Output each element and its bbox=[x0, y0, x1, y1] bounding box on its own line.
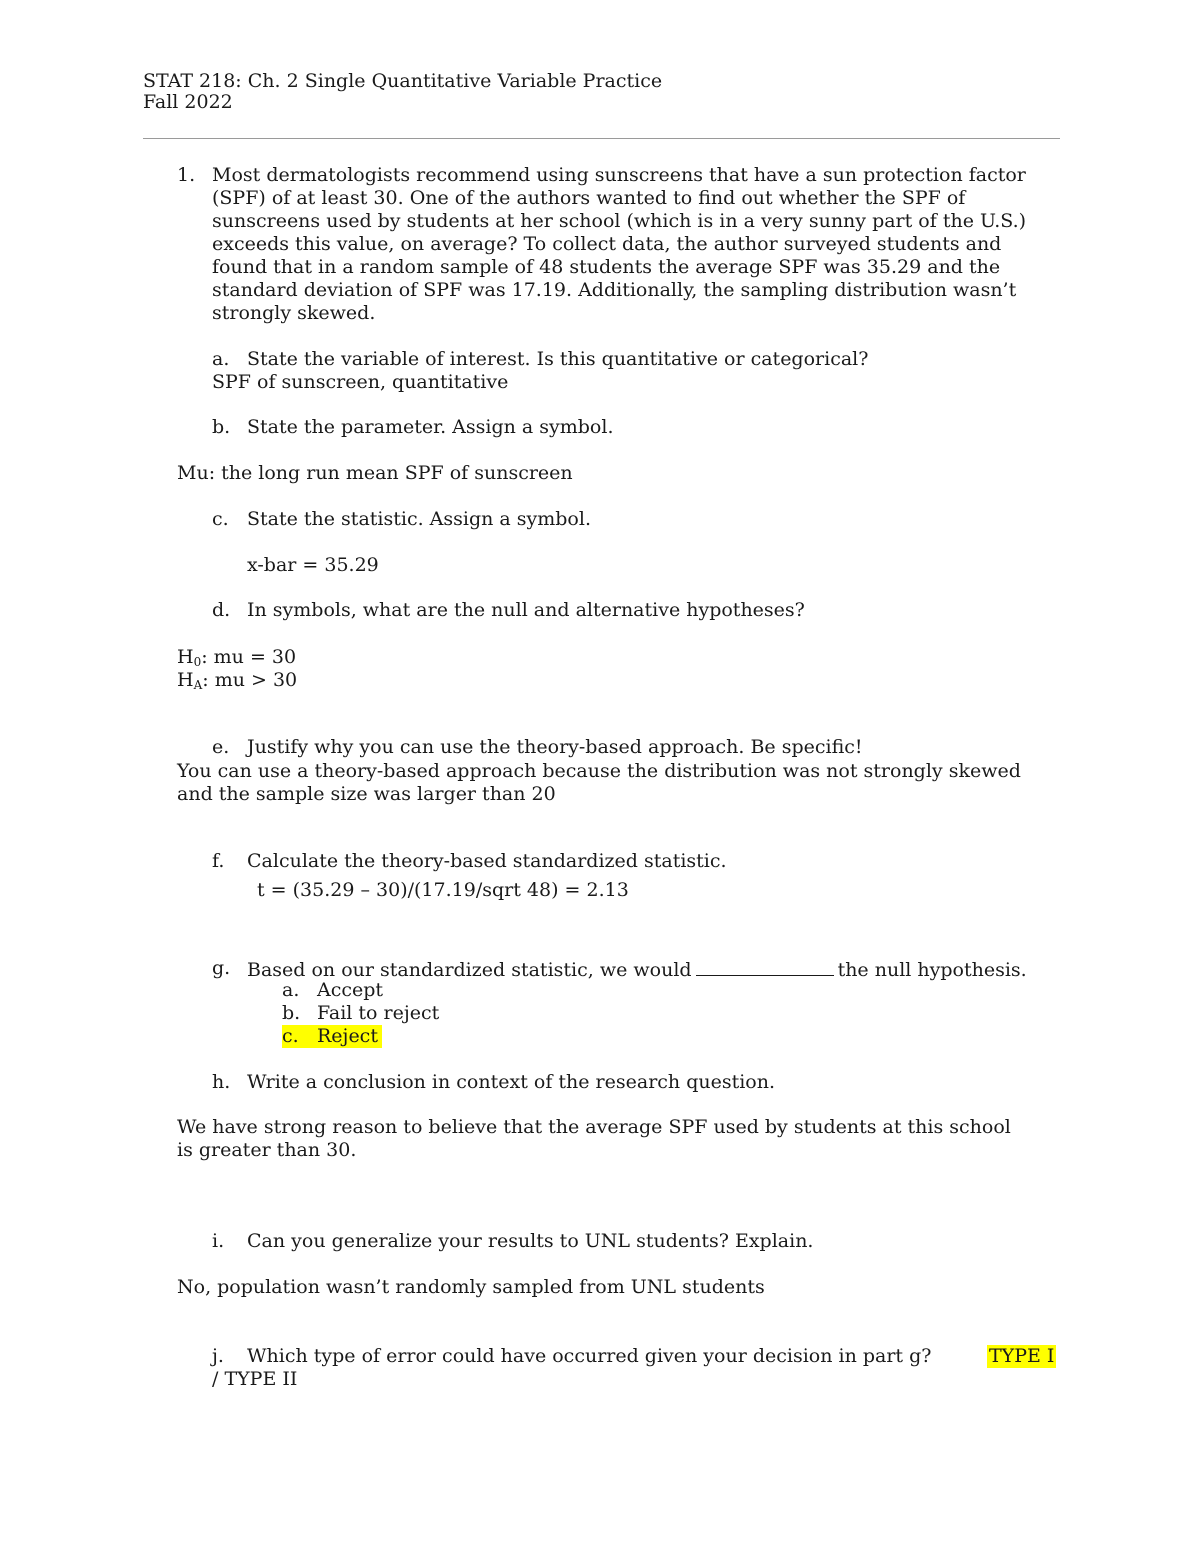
ha-subscript: A bbox=[193, 678, 203, 692]
question-line: Most dermatologists recommend using sunscreens that have a sun protection factor bbox=[212, 164, 1026, 186]
part-e-answer-line: You can use a theory-based approach because the distribution was not strongly skewed bbox=[177, 760, 1021, 782]
part-f-answer: t = (35.29 – 30)/(17.19/sqrt 48) = 2.13 bbox=[257, 879, 629, 901]
question-line: sunscreens used by students at her school (which is in a very sunny part of the U.S.) bbox=[212, 210, 1027, 232]
option-letter: b. bbox=[282, 1002, 301, 1024]
question-line: strongly skewed. bbox=[212, 302, 376, 324]
question-line: standard deviation of SPF was 17.19. Additionally, the sampling distribution wasn’t bbox=[212, 279, 1017, 301]
part-b-prompt: State the parameter. Assign a symbol. bbox=[247, 416, 614, 438]
part-i-prompt: Can you generalize your results to UNL students? Explain. bbox=[247, 1230, 814, 1252]
part-f-letter: f. bbox=[212, 850, 225, 872]
part-i-letter: i. bbox=[212, 1230, 225, 1252]
type-i-choice: TYPE I bbox=[989, 1345, 1055, 1367]
part-g-prompt-end: the null hypothesis. bbox=[837, 959, 1027, 981]
part-c-letter: c. bbox=[212, 508, 229, 530]
part-e-answer-line: and the sample size was larger than 20 bbox=[177, 783, 556, 805]
question-line: (SPF) of at least 30. One of the authors wanted to find out whether the SPF of bbox=[212, 187, 966, 209]
answer-blank bbox=[696, 957, 834, 976]
part-e-prompt: Justify why you can use the theory-based approach. Be specific! bbox=[247, 736, 863, 758]
part-g-prompt-start: Based on our standardized statistic, we would bbox=[247, 959, 692, 981]
part-a-answer: SPF of sunscreen, quantitative bbox=[212, 371, 509, 393]
null-hypothesis bbox=[177, 646, 296, 669]
h0-subscript: 0 bbox=[193, 655, 202, 669]
part-j-letter: j. bbox=[212, 1345, 224, 1367]
question-number: 1. bbox=[177, 164, 196, 186]
option-fail-to-reject: Fail to reject bbox=[317, 1002, 440, 1024]
part-h-answer-line: is greater than 30. bbox=[177, 1139, 357, 1161]
ha-symbol: H bbox=[177, 669, 194, 691]
part-g-letter: g. bbox=[212, 957, 231, 979]
part-a-prompt: State the variable of interest. Is this quantitative or categorical? bbox=[247, 348, 869, 370]
part-d-prompt: In symbols, what are the null and alternative hypotheses? bbox=[247, 599, 805, 621]
part-a-letter: a. bbox=[212, 348, 230, 370]
question-line: exceeds this value, on average? To collect data, the author surveyed students and bbox=[212, 233, 1002, 255]
document-title: STAT 218: Ch. 2 Single Quantitative Variable Practice bbox=[143, 70, 663, 92]
part-h-prompt: Write a conclusion in context of the research question. bbox=[247, 1071, 776, 1093]
question-line: found that in a random sample of 48 students the average SPF was 35.29 and the bbox=[212, 256, 1001, 278]
document-term: Fall 2022 bbox=[143, 91, 233, 113]
part-j-prompt: Which type of error could have occurred given your decision in part g? bbox=[247, 1345, 932, 1367]
option-letter: c. bbox=[282, 1025, 299, 1047]
part-c-prompt: State the statistic. Assign a symbol. bbox=[247, 508, 591, 530]
h0-symbol: H bbox=[177, 646, 194, 668]
part-h-letter: h. bbox=[212, 1071, 231, 1093]
alternative-hypothesis bbox=[177, 669, 297, 692]
part-b-answer: Mu: the long run mean SPF of sunscreen bbox=[177, 462, 573, 484]
option-accept: Accept bbox=[317, 979, 384, 1001]
part-h-answer-line: We have strong reason to believe that the average SPF used by students at this school bbox=[177, 1116, 1011, 1138]
part-i-answer: No, population wasn’t randomly sampled from UNL students bbox=[177, 1276, 765, 1298]
ha-statement: : mu > 30 bbox=[202, 669, 298, 691]
option-reject: Reject bbox=[317, 1025, 378, 1047]
part-d-letter: d. bbox=[212, 599, 231, 621]
part-b-letter: b. bbox=[212, 416, 231, 438]
option-letter: a. bbox=[282, 979, 300, 1001]
part-c-answer: x-bar = 35.29 bbox=[247, 554, 379, 576]
part-f-prompt: Calculate the theory-based standardized statistic. bbox=[247, 850, 727, 872]
part-e-letter: e. bbox=[212, 736, 230, 758]
question-text bbox=[212, 164, 1072, 325]
type-ii-choice: / TYPE II bbox=[212, 1368, 298, 1390]
h0-statement: : mu = 30 bbox=[201, 646, 297, 668]
header-divider bbox=[143, 138, 1060, 139]
